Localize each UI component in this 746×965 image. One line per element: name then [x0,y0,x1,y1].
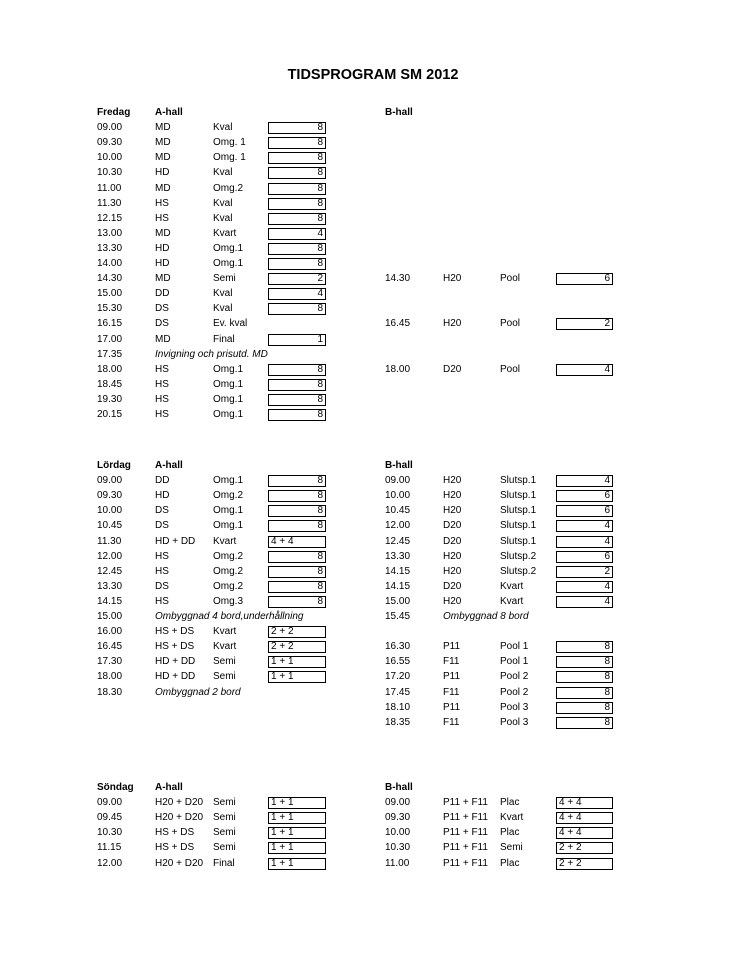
b-hall-lördag-row-round: Kvart [500,580,524,592]
a-hall-lördag-row-round: Omg.1 [213,505,244,517]
a-hall-fredag-row-round: Omg.1 [213,258,244,269]
b-hall-fredag-row-time: 18.00 [385,363,411,375]
a-hall-fredag-row-time: 18.00 [97,363,123,375]
b-hall-söndag-row-tables-box: 4 + 4 [556,797,613,809]
b-hall-lördag-row-time: 14.15 [385,580,411,592]
a-hall-lördag-row-time: 12.45 [97,565,123,577]
b-hall-lördag-row-class: H20 [443,490,462,502]
b-hall-söndag-row-tables-box: 2 + 2 [556,842,613,854]
a-hall-fredag-row-time: 16.15 [97,318,123,330]
a-hall-fredag-row-time: 15.30 [97,303,123,315]
b-hall-söndag-row-round: Semi [500,842,523,854]
a-hall-lördag-row-time: 14.15 [97,595,123,607]
b-hall-lördag-row-tables-box: 4 [556,520,613,532]
a-hall-lördag-row-tables-box: 8 [268,475,326,487]
b-hall-söndag-row-time: 09.00 [385,797,411,809]
b-hall-söndag-row-tables-box: 4 + 4 [556,812,613,824]
a-hall-fredag-row-tables-box: 8 [268,213,326,225]
a-hall-lördag-row-round: Omg.3 [213,595,244,607]
a-hall-lördag-row-class: DS [155,580,169,592]
a-hall-söndag-row-class: H20 + D20 [155,797,204,809]
a-hall-lördag-row-time: 13.30 [97,580,123,592]
a-hall-fredag-row-tables-box: 8 [268,122,326,134]
a-hall-fredag-row-class: HD [155,258,170,269]
b-hall-lördag-row-round: Slutsp.2 [500,550,537,562]
day-label: Lördag [97,460,131,471]
a-hall-söndag-row-round: Semi [213,797,236,809]
b-hall-lördag-row-round: Pool 1 [500,656,529,668]
a-hall-lördag-row-class: DS [155,505,169,517]
a-hall-fredag-row-tables-box: 8 [268,137,326,149]
a-hall-lördag-row-time: 17.30 [97,656,123,668]
a-hall-lördag-row-time: 12.00 [97,550,123,562]
a-hall-fredag-row-round: Semi [213,273,236,285]
a-hall-söndag-row-tables-box: 1 + 1 [268,842,326,854]
b-hall-lördag-row-round: Pool 2 [500,686,529,698]
a-hall-lördag-row-round: Omg.1 [213,520,244,532]
a-hall-fredag-row-time: 17.00 [97,333,123,345]
b-hall-fredag-row-time: 16.45 [385,318,411,330]
b-hall-fredag-row-round: Pool [500,318,521,330]
b-hall-söndag-row-class: P11 + F11 [443,842,488,854]
a-hall-lördag-row-tables-box: 8 [268,596,326,608]
b-hall-lördag-row-class: F11 [443,716,460,728]
a-hall-fredag-row-time: 17.35 [97,348,123,360]
b-hall-söndag-row-round: Plac [500,857,520,869]
a-hall-fredag-row-tables-box: 8 [268,243,326,255]
a-hall-fredag-row-time: 19.30 [97,393,123,405]
b-hall-lördag-row-time: 09.00 [385,475,411,487]
b-hall-lördag-row-class: H20 [443,550,462,562]
a-hall-fredag-row-class: MD [155,273,171,285]
a-hall-söndag-row-time: 09.45 [97,812,123,824]
a-hall-lördag-row-tables-box: 8 [268,551,326,563]
b-hall-lördag-row-tables-box: 8 [556,702,613,714]
b-hall-lördag-row-class: D20 [443,520,462,532]
a-hall-fredag-row-class: HS [155,393,169,405]
a-hall-lördag-row-round: Semi [213,656,236,668]
b-hall-lördag-row-time: 15.45 [385,611,411,622]
a-hall-lördag-row-round: Omg.2 [213,580,244,592]
b-hall-lördag-row-time: 17.45 [385,686,411,698]
a-hall-lördag-row-tables-box: 2 + 2 [268,626,326,638]
b-hall-lördag-row-tables-box: 4 [556,596,613,608]
a-hall-fredag-row-class: HS [155,363,169,375]
a-hall-fredag-row-class: HD [155,167,170,179]
a-hall-fredag-row-tables-box: 8 [268,198,326,210]
a-hall-fredag-row-time: 20.15 [97,409,123,420]
b-hall-lördag-row-class: F11 [443,686,460,698]
b-hall-fredag-row-tables-box: 2 [556,318,613,330]
a-hall-söndag-row-time: 09.00 [97,797,123,809]
a-hall-lördag-row-round: Kvart [213,535,237,547]
a-hall-fredag-row-round: Omg.1 [213,393,244,405]
b-hall-fredag-row-class: H20 [443,273,462,285]
b-hall-header: B-hall [385,782,413,793]
b-hall-fredag-row-round: Pool [500,273,521,285]
a-hall-fredag-row-class: HD [155,242,170,254]
a-hall-söndag-row-time: 11.15 [97,842,122,854]
b-hall-söndag-row-round: Kvart [500,812,524,824]
a-hall-lördag-row-round: Omg.1 [213,475,244,487]
b-hall-lördag-row-time: 12.00 [385,520,411,532]
b-hall-lördag-row-tables-box: 8 [556,687,613,699]
a-hall-söndag-row-class: H20 + D20 [155,857,204,869]
b-hall-lördag-row-tables-box: 4 [556,536,613,548]
a-hall-fredag-row-round: Omg.1 [213,409,244,420]
a-hall-fredag-row-time: 13.00 [97,227,123,239]
a-hall-fredag-row-round: Ev. kval [213,318,248,330]
a-hall-lördag-row-tables-box: 1 + 1 [268,656,326,668]
a-hall-lördag-row-tables-box: 8 [268,490,326,502]
a-hall-söndag-row-tables-box: 1 + 1 [268,812,326,824]
a-hall-fredag-row-round: Omg. 1 [213,137,246,149]
a-hall-fredag-row-class: HS [155,197,169,209]
a-hall-fredag-row-time: 10.00 [97,152,123,164]
b-hall-lördag-row-time: 13.30 [385,550,411,562]
a-hall-fredag-row-class: HS [155,378,169,390]
a-hall-fredag-row-tables-box: 8 [268,303,326,315]
a-hall-lördag-row-class: HS + DS [155,641,195,653]
a-hall-lördag-row-class: HS [155,565,169,577]
a-hall-söndag-row-time: 10.30 [97,827,123,839]
a-hall-fredag-row-tables-box: 8 [268,167,326,179]
a-hall-lördag-row-class: HD [155,490,170,502]
a-hall-header: A-hall [155,782,183,793]
b-hall-lördag-row-class: D20 [443,580,462,592]
b-hall-lördag-row-round: Pool 3 [500,716,529,728]
a-hall-lördag-row-class: HD + DD [155,671,196,683]
b-hall-header: B-hall [385,107,413,118]
a-hall-lördag-row-time: 09.00 [97,475,123,487]
a-hall-fredag-row-time: 11.30 [97,197,122,209]
a-hall-söndag-row-round: Final [213,857,235,869]
a-hall-fredag-row-round: Kval [213,288,233,300]
a-hall-lördag-row-time: 10.00 [97,505,123,517]
b-hall-söndag-row-time: 09.30 [385,812,411,824]
a-hall-fredag-row-round: Final [213,333,235,345]
b-hall-lördag-row-round: Slutsp.2 [500,565,537,577]
a-hall-lördag-row-note: Ombyggnad 4 bord,underhållning [155,611,304,622]
b-hall-söndag-row-class: P11 + F11 [443,857,488,869]
a-hall-lördag-row-note: Ombyggnad 2 bord [155,686,241,698]
a-hall-fredag-row-tables-box: 8 [268,258,326,270]
b-hall-söndag-row-class: P11 + F11 [443,812,488,824]
a-hall-söndag-row-class: H20 + D20 [155,812,204,824]
a-hall-fredag-row-class: MD [155,333,171,345]
b-hall-lördag-row-time: 16.30 [385,641,411,653]
page-title: TIDSPROGRAM SM 2012 [287,67,459,83]
b-hall-lördag-row-round: Pool 2 [500,671,529,683]
a-hall-fredag-row-round: Kval [213,167,233,179]
b-hall-lördag-row-class: H20 [443,595,462,607]
b-hall-söndag-row-tables-box: 4 + 4 [556,827,613,839]
a-hall-lördag-row-time: 18.30 [97,686,123,698]
b-hall-lördag-row-class: D20 [443,535,462,547]
day-label: Fredag [97,107,131,118]
a-hall-lördag-row-class: HD + DD [155,535,196,547]
b-hall-söndag-row-round: Plac [500,797,520,809]
a-hall-lördag-row-round: Omg.2 [213,490,244,502]
b-hall-fredag-row-time: 14.30 [385,273,411,285]
b-hall-lördag-row-round: Slutsp.1 [500,490,537,502]
a-hall-söndag-row-round: Semi [213,842,236,854]
b-hall-lördag-row-round: Slutsp.1 [500,520,537,532]
b-hall-lördag-row-time: 10.45 [385,505,411,517]
a-hall-söndag-row-round: Semi [213,827,236,839]
b-hall-lördag-row-class: H20 [443,505,462,517]
b-hall-lördag-row-round: Kvart [500,595,524,607]
a-hall-söndag-row-tables-box: 1 + 1 [268,858,326,870]
a-hall-lördag-row-tables-box: 8 [268,566,326,578]
b-hall-fredag-row-class: D20 [443,363,462,375]
a-hall-fredag-row-round: Omg.1 [213,242,244,254]
a-hall-fredag-row-class: MD [155,182,171,194]
a-hall-lördag-row-class: HS [155,550,169,562]
a-hall-fredag-row-tables-box: 8 [268,379,326,391]
a-hall-fredag-row-time: 09.30 [97,137,123,149]
a-hall-fredag-row-tables-box: 1 [268,334,326,346]
a-hall-söndag-row-round: Semi [213,812,236,824]
a-hall-fredag-row-time: 12.15 [97,212,123,224]
b-hall-lördag-row-time: 15.00 [385,595,411,607]
b-hall-söndag-row-time: 10.00 [385,827,411,839]
b-hall-lördag-row-tables-box: 8 [556,641,613,653]
b-hall-header: B-hall [385,460,413,471]
a-hall-fredag-row-round: Omg. 1 [213,152,246,164]
a-hall-fredag-row-class: DS [155,303,169,315]
b-hall-lördag-row-round: Slutsp.1 [500,475,537,487]
b-hall-söndag-row-class: P11 + F11 [443,797,488,809]
a-hall-fredag-row-tables-box: 8 [268,152,326,164]
a-hall-lördag-row-time: 10.45 [97,520,123,532]
a-hall-söndag-row-tables-box: 1 + 1 [268,797,326,809]
a-hall-fredag-row-tables-box: 8 [268,183,326,195]
day-label: Söndag [97,782,134,793]
a-hall-lördag-row-time: 11.30 [97,535,122,547]
b-hall-söndag-row-time: 11.00 [385,857,410,869]
a-hall-lördag-row-class: DD [155,475,170,487]
a-hall-fredag-row-time: 13.30 [97,242,123,254]
a-hall-fredag-row-time: 09.00 [97,122,123,134]
b-hall-söndag-row-time: 10.30 [385,842,411,854]
a-hall-lördag-row-class: HD + DD [155,656,196,668]
a-hall-header: A-hall [155,460,183,471]
a-hall-fredag-row-class: DD [155,288,170,300]
b-hall-lördag-row-tables-box: 8 [556,717,613,729]
a-hall-fredag-row-round: Kval [213,303,233,315]
a-hall-fredag-row-time: 10.30 [97,167,123,179]
b-hall-lördag-row-tables-box: 8 [556,671,613,683]
a-hall-fredag-row-time: 18.45 [97,378,123,390]
b-hall-lördag-row-tables-box: 4 [556,581,613,593]
b-hall-lördag-row-tables-box: 6 [556,551,613,563]
a-hall-fredag-row-round: Omg.1 [213,363,244,375]
a-hall-fredag-row-tables-box: 8 [268,394,326,406]
a-hall-fredag-row-tables-box: 2 [268,273,326,285]
a-hall-fredag-row-class: DS [155,318,169,330]
a-hall-söndag-row-time: 12.00 [97,857,123,869]
a-hall-lördag-row-time: 16.00 [97,626,123,638]
b-hall-lördag-row-round: Pool 1 [500,641,529,653]
b-hall-lördag-row-class: P11 [443,701,461,713]
b-hall-söndag-row-class: P11 + F11 [443,827,488,839]
a-hall-fredag-row-class: MD [155,137,171,149]
b-hall-fredag-row-tables-box: 4 [556,364,613,376]
a-hall-fredag-row-time: 11.00 [97,182,122,194]
a-hall-fredag-row-class: HS [155,409,169,420]
a-hall-lördag-row-round: Omg.2 [213,565,244,577]
a-hall-fredag-row-tables-box: 4 [268,228,326,240]
a-hall-söndag-row-class: HS + DS [155,827,195,839]
a-hall-fredag-row-tables-box: 4 [268,288,326,300]
a-hall-söndag-row-tables-box: 1 + 1 [268,827,326,839]
a-hall-fredag-row-round: Kvart [213,227,237,239]
b-hall-lördag-row-class: H20 [443,475,462,487]
a-hall-fredag-row-time: 15.00 [97,288,123,300]
b-hall-fredag-row-round: Pool [500,363,521,375]
a-hall-fredag-row-class: MD [155,227,171,239]
a-hall-lördag-row-time: 15.00 [97,611,123,622]
a-hall-fredag-row-time: 14.00 [97,258,123,269]
a-hall-lördag-row-round: Kvart [213,641,237,653]
a-hall-fredag-row-round: Kval [213,212,233,224]
b-hall-fredag-row-class: H20 [443,318,462,330]
b-hall-lördag-row-class: P11 [443,671,461,683]
a-hall-fredag-row-class: MD [155,122,171,134]
a-hall-fredag-row-tables-box: 8 [268,409,326,421]
b-hall-lördag-row-tables-box: 6 [556,490,613,502]
b-hall-lördag-row-round: Slutsp.1 [500,535,537,547]
b-hall-lördag-row-time: 17.20 [385,671,411,683]
b-hall-lördag-row-time: 18.10 [385,701,411,713]
a-hall-lördag-row-round: Kvart [213,626,237,638]
a-hall-lördag-row-round: Omg.2 [213,550,244,562]
b-hall-lördag-row-time: 14.15 [385,565,411,577]
a-hall-lördag-row-tables-box: 8 [268,581,326,593]
b-hall-lördag-row-tables-box: 4 [556,475,613,487]
b-hall-lördag-row-time: 18.35 [385,716,411,728]
a-hall-fredag-row-round: Kval [213,197,233,209]
a-hall-fredag-row-time: 14.30 [97,273,123,285]
b-hall-lördag-row-tables-box: 8 [556,656,613,668]
a-hall-fredag-row-class: HS [155,212,169,224]
a-hall-fredag-row-note: Invigning och prisutd. MD [155,348,268,360]
b-hall-söndag-row-round: Plac [500,827,520,839]
a-hall-lördag-row-class: HS [155,595,169,607]
a-hall-lördag-row-tables-box: 2 + 2 [268,641,326,653]
a-hall-lördag-row-time: 09.30 [97,490,123,502]
b-hall-lördag-row-note: Ombyggnad 8 bord [443,611,529,622]
b-hall-fredag-row-tables-box: 6 [556,273,613,285]
a-hall-fredag-row-class: MD [155,152,171,164]
a-hall-lördag-row-tables-box: 8 [268,520,326,532]
b-hall-lördag-row-round: Pool 3 [500,701,529,713]
a-hall-lördag-row-round: Semi [213,671,236,683]
a-hall-fredag-row-round: Kval [213,122,233,134]
b-hall-söndag-row-tables-box: 2 + 2 [556,858,613,870]
a-hall-lördag-row-tables-box: 1 + 1 [268,671,326,683]
a-hall-fredag-row-round: Omg.2 [213,182,244,194]
a-hall-lördag-row-class: HS + DS [155,626,195,638]
b-hall-lördag-row-time: 12.45 [385,535,411,547]
b-hall-lördag-row-class: P11 [443,641,461,653]
a-hall-lördag-row-class: DS [155,520,169,532]
a-hall-fredag-row-round: Omg.1 [213,378,244,390]
a-hall-söndag-row-class: HS + DS [155,842,195,854]
b-hall-lördag-row-class: H20 [443,565,462,577]
b-hall-lördag-row-class: F11 [443,656,460,668]
b-hall-lördag-row-tables-box: 2 [556,566,613,578]
a-hall-fredag-row-tables-box: 8 [268,364,326,376]
b-hall-lördag-row-tables-box: 6 [556,505,613,517]
a-hall-header: A-hall [155,107,183,118]
b-hall-lördag-row-round: Slutsp.1 [500,505,537,517]
a-hall-lördag-row-tables-box: 8 [268,505,326,517]
a-hall-lördag-row-tables-box: 4 + 4 [268,536,326,548]
a-hall-lördag-row-time: 16.45 [97,641,123,653]
b-hall-lördag-row-time: 10.00 [385,490,411,502]
b-hall-lördag-row-time: 16.55 [385,656,411,668]
a-hall-lördag-row-time: 18.00 [97,671,123,683]
